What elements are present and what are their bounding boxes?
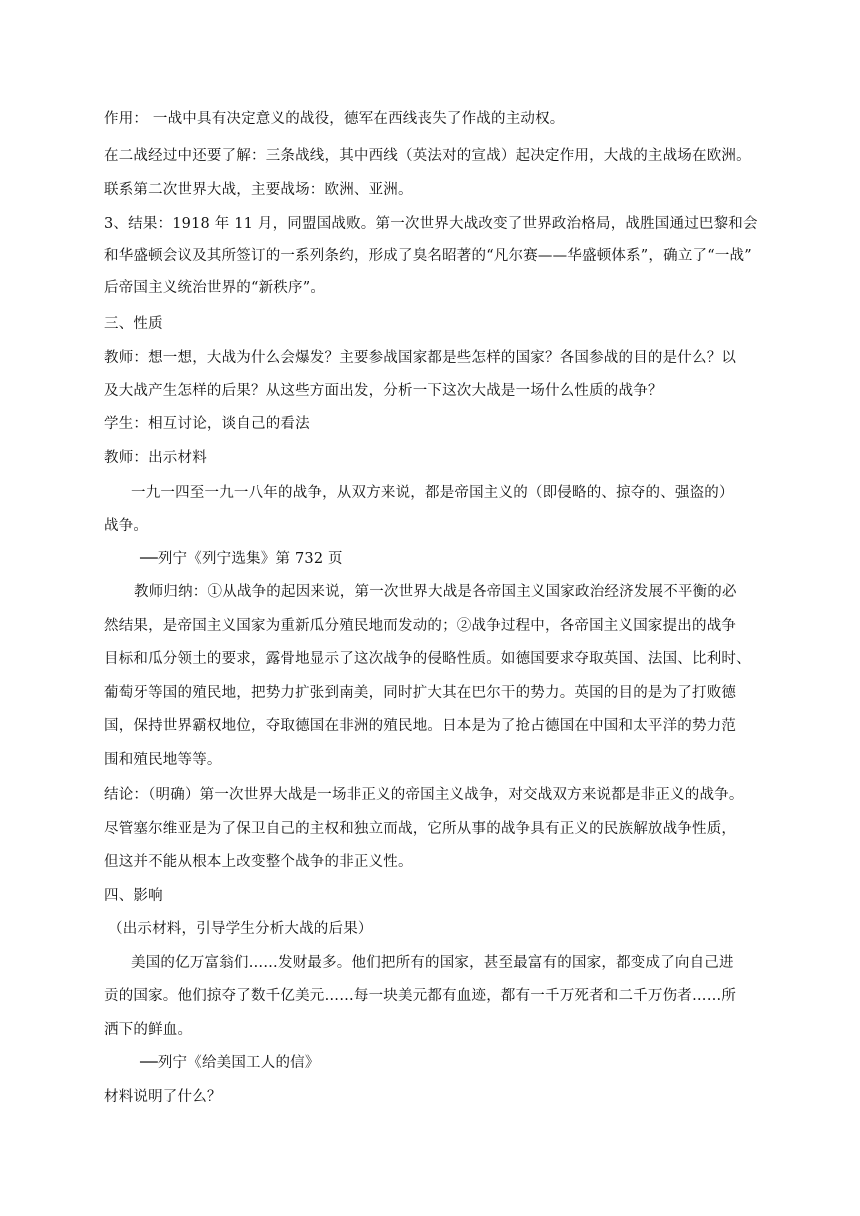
text-line: 联系第二次世界大战，主要战场：欧洲、亚洲。	[104, 182, 413, 198]
section-heading: 三、性质	[104, 316, 163, 332]
text-line: 教师归纳：①从战争的起因来说，第一次世界大战是各帝国主义国家政治经济发展不平衡的必	[134, 584, 737, 600]
quote-line: 一九一四至一九一八年的战争，从双方来说，都是帝国主义的（即侵略的、掠夺的、强盗的）	[131, 485, 734, 501]
text-line: 在二战经过中还要了解：三条战线，其中西线（英法对的宣战）起决定作用，大战的主战场在欧洲。	[104, 148, 751, 164]
text-line: 学生：相互讨论，谈自己的看法	[104, 416, 310, 432]
quote-line: 贡的国家。他们掠夺了数千亿美元……每一块美元都有血迹，都有一千万死者和二千万伤者……所	[104, 988, 737, 1004]
section-heading: 四、影响	[104, 888, 163, 904]
text-line: 和华盛顿会议及其所签订的一系列条约，形成了臭名昭著的“凡尔赛——华盛顿体系”，确立了“一战”	[104, 248, 752, 264]
text-line: 3、结果：1918 年 11 月，同盟国战败。第一次世界大战改变了世界政治格局，战胜国通过巴黎和会	[104, 216, 758, 232]
quote-line: 美国的亿万富翁们……发财最多。他们把所有的国家，甚至最富有的国家，都变成了向自己进	[131, 955, 734, 971]
text-line: 作用： 一战中具有决定意义的战役，德军在西线丧失了作战的主动权。	[104, 111, 565, 127]
quote-line: 战争。	[104, 518, 149, 534]
text-line: 目标和瓜分领土的要求，露骨地显示了这次战争的侵略性质。如德国要求夺取英国、法国、比利时、	[104, 651, 751, 667]
text-line: 后帝国主义统治世界的“新秩序”。	[104, 280, 326, 296]
quote-source: ──列宁《给美国工人的信》	[140, 1055, 320, 1071]
text-line: 但这并不能从根本上改变整个战争的非正义性。	[104, 854, 413, 870]
text-line: 围和殖民地等等。	[104, 752, 222, 768]
text-line: 然结果，是帝国主义国家为重新瓜分殖民地而发动的；②战争过程中，各帝国主义国家提出的战争	[104, 618, 737, 634]
text-line: 葡萄牙等国的殖民地，把势力扩张到南美，同时扩大其在巴尔干的势力。英国的目的是为了打败德	[104, 685, 737, 701]
text-line: 教师：出示材料	[104, 450, 207, 466]
text-line: 国，保持世界霸权地位，夺取德国在非洲的殖民地。日本是为了抢占德国在中国和太平洋的势力范	[104, 718, 737, 734]
text-line: （出示材料，引导学生分析大战的后果）	[108, 921, 373, 937]
text-line: 结论：（明确）第一次世界大战是一场非正义的帝国主义战争，对交战双方来说都是非正义的战争。	[104, 787, 744, 803]
text-line: 尽管塞尔维亚是为了保卫自己的主权和独立而战，它所从事的战争具有正义的民族解放战争性质，	[104, 821, 737, 837]
quote-line: 洒下的鲜血。	[104, 1022, 193, 1038]
text-line: 及大战产生怎样的后果？从这些方面出发，分析一下这次大战是一场什么性质的战争？	[104, 383, 663, 399]
text-line: 材料说明了什么？	[104, 1089, 222, 1105]
quote-source: ──列宁《列宁选集》第 732 页	[140, 551, 343, 567]
text-line: 教师：想一想，大战为什么会爆发？主要参战国家都是些怎样的国家？各国参战的目的是什么？以	[104, 350, 737, 366]
